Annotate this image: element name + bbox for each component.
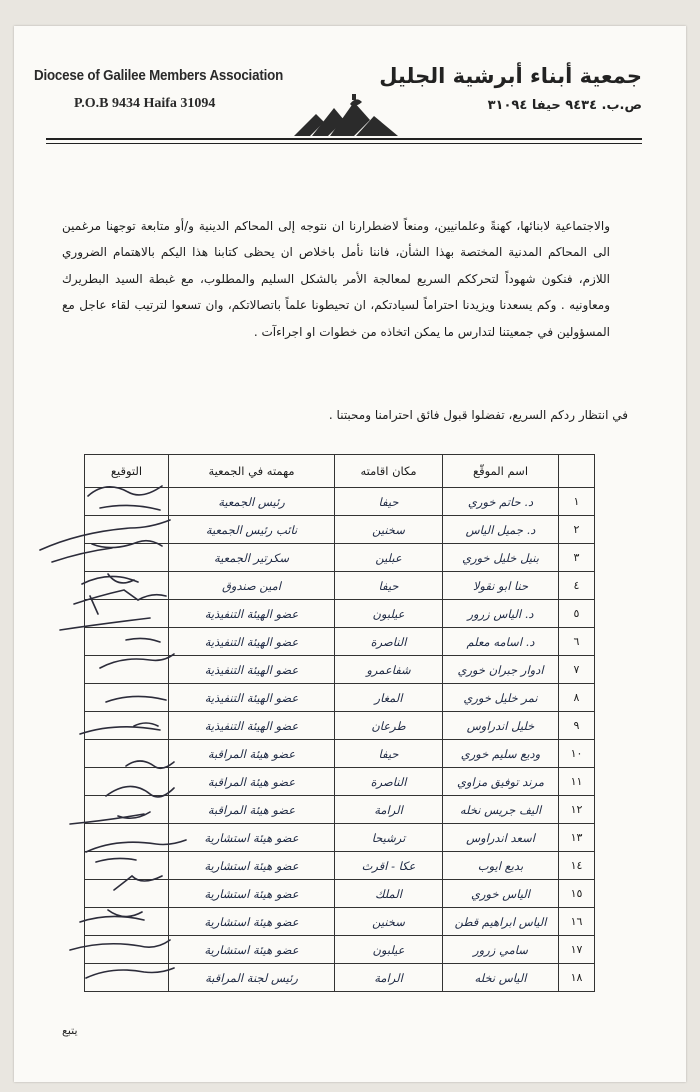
row-place: عبلين <box>335 544 443 572</box>
row-num: ١٠ <box>559 740 595 768</box>
row-place: حيفا <box>335 488 443 516</box>
row-name: اليف جريس نخله <box>443 796 559 824</box>
mountains-logo-icon <box>294 94 398 138</box>
row-role: سكرتير الجمعية <box>169 544 335 572</box>
row-name: اسعد اندراوس <box>443 824 559 852</box>
pob-ar: ص.ب. ٩٤٣٤ حيفا ٣١٠٩٤ <box>487 98 642 113</box>
row-place: عيلبون <box>335 936 443 964</box>
row-num: ٧ <box>559 656 595 684</box>
row-name: نمر خليل خوري <box>443 684 559 712</box>
row-place: ترشيحا <box>335 824 443 852</box>
row-place: الرامة <box>335 964 443 992</box>
row-role: عضو الهيئة التنفيذية <box>169 656 335 684</box>
row-num: ١٢ <box>559 796 595 824</box>
row-name: الياس نخله <box>443 964 559 992</box>
row-role: عضو هيئة استشارية <box>169 880 335 908</box>
row-num: ١٨ <box>559 964 595 992</box>
row-num: ١٣ <box>559 824 595 852</box>
pob-en: P.O.B 9434 Haifa 31094 <box>74 96 216 111</box>
header-signature: التوقيع <box>85 455 169 488</box>
row-name: خليل اندراوس <box>443 712 559 740</box>
row-num: ٤ <box>559 572 595 600</box>
row-place: سخنين <box>335 516 443 544</box>
row-place: شفاعمرو <box>335 656 443 684</box>
row-num: ٢ <box>559 516 595 544</box>
row-num: ١٧ <box>559 936 595 964</box>
row-role: عضو هيئة المراقبة <box>169 740 335 768</box>
row-name: حنا ابو نقولا <box>443 572 559 600</box>
row-place: عيلبون <box>335 600 443 628</box>
row-role: عضو الهيئة التنفيذية <box>169 600 335 628</box>
row-role: عضو هيئة المراقبة <box>169 796 335 824</box>
row-name: بنيل خليل خوري <box>443 544 559 572</box>
row-num: ٨ <box>559 684 595 712</box>
row-role: عضو الهيئة التنفيذية <box>169 712 335 740</box>
header-role: مهمته في الجمعية <box>169 455 335 488</box>
row-role: عضو الهيئة التنفيذية <box>169 628 335 656</box>
row-name: د. حاتم خوري <box>443 488 559 516</box>
row-num: ١١ <box>559 768 595 796</box>
continued-note: يتبع <box>62 1024 78 1037</box>
row-num: ١ <box>559 488 595 516</box>
row-place: الناصرة <box>335 768 443 796</box>
row-num: ١٥ <box>559 880 595 908</box>
row-role: نائب رئيس الجمعية <box>169 516 335 544</box>
row-role: عضو الهيئة التنفيذية <box>169 684 335 712</box>
header-name: اسم الموقّع <box>443 455 559 488</box>
row-role: عضو هيئة استشارية <box>169 824 335 852</box>
row-place: سخنين <box>335 908 443 936</box>
row-role: رئيس الجمعية <box>169 488 335 516</box>
row-place: حيفا <box>335 572 443 600</box>
row-num: ١٤ <box>559 852 595 880</box>
letter-body: والاجتماعية لابنائها، كهنةً وعلمانيين، ومنعاً لاضطرارنا ان نتوجه إلى المحاكم الدينية و/أو متابعة توجهنا مرغمين الى المحاكم المدنية المختصة بهذا الشأن، فاننا نأمل باخلاص ان يحظى كتابنا هذا اليكم بالاهتمام الضروري اللازم، فنكون شهوداً لتحرككم السريع لمعالجة الأمر بالشكل السليم والمطلوب، مع غبطة السيد البطريرك ومعاونيه . وكم يسعدنا ويزيدنا احتراماً لسيادتكم، ان تحيطونا علماً باتصالاتكم، وان تسعوا لترتيب لقاء عاجل مع المسؤولين في جمعيتنا لتدارس ما يمكن اتخاذه من خطوات او اجراءآت . <box>62 219 610 339</box>
header-rule <box>46 138 642 140</box>
signature-scribbles <box>30 478 200 988</box>
row-name: بديع ايوب <box>443 852 559 880</box>
row-name: مرند توفيق مزاوي <box>443 768 559 796</box>
header-rule-thin <box>46 143 642 144</box>
row-num: ١٦ <box>559 908 595 936</box>
row-name: د. اسامه معلم <box>443 628 559 656</box>
header-place: مكان اقامته <box>335 455 443 488</box>
org-name-ar: جمعية أبناء أبرشية الجليل <box>379 64 642 88</box>
row-num: ٩ <box>559 712 595 740</box>
org-name-en: Diocese of Galilee Members Association <box>34 68 284 84</box>
row-num: ٥ <box>559 600 595 628</box>
row-place: حيفا <box>335 740 443 768</box>
row-place: طرعان <box>335 712 443 740</box>
row-place: الملك <box>335 880 443 908</box>
row-name: د. الياس زرور <box>443 600 559 628</box>
row-name: د. جميل الياس <box>443 516 559 544</box>
row-name: سامي زرور <box>443 936 559 964</box>
row-role: عضو هيئة استشارية <box>169 908 335 936</box>
row-role: عضو هيئة المراقبة <box>169 768 335 796</box>
row-role: امين صندوق <box>169 572 335 600</box>
row-name: وديع سليم خوري <box>443 740 559 768</box>
row-num: ٦ <box>559 628 595 656</box>
row-place: الرامة <box>335 796 443 824</box>
row-role: عضو هيئة استشارية <box>169 936 335 964</box>
row-name: الياس خوري <box>443 880 559 908</box>
letter-closing: في انتظار ردكم السريع، تفضلوا قبول فائق احترامنا ومحبتنا . <box>328 408 628 422</box>
header-num <box>559 455 595 488</box>
row-place: المغار <box>335 684 443 712</box>
row-name: ادوار جبران خوري <box>443 656 559 684</box>
row-role: عضو هيئة استشارية <box>169 852 335 880</box>
row-place: الناصرة <box>335 628 443 656</box>
row-role: رئيس لجنة المراقبة <box>169 964 335 992</box>
row-place: عكا - اقرث <box>335 852 443 880</box>
row-name: الياس ابراهيم قطن <box>443 908 559 936</box>
row-num: ٣ <box>559 544 595 572</box>
